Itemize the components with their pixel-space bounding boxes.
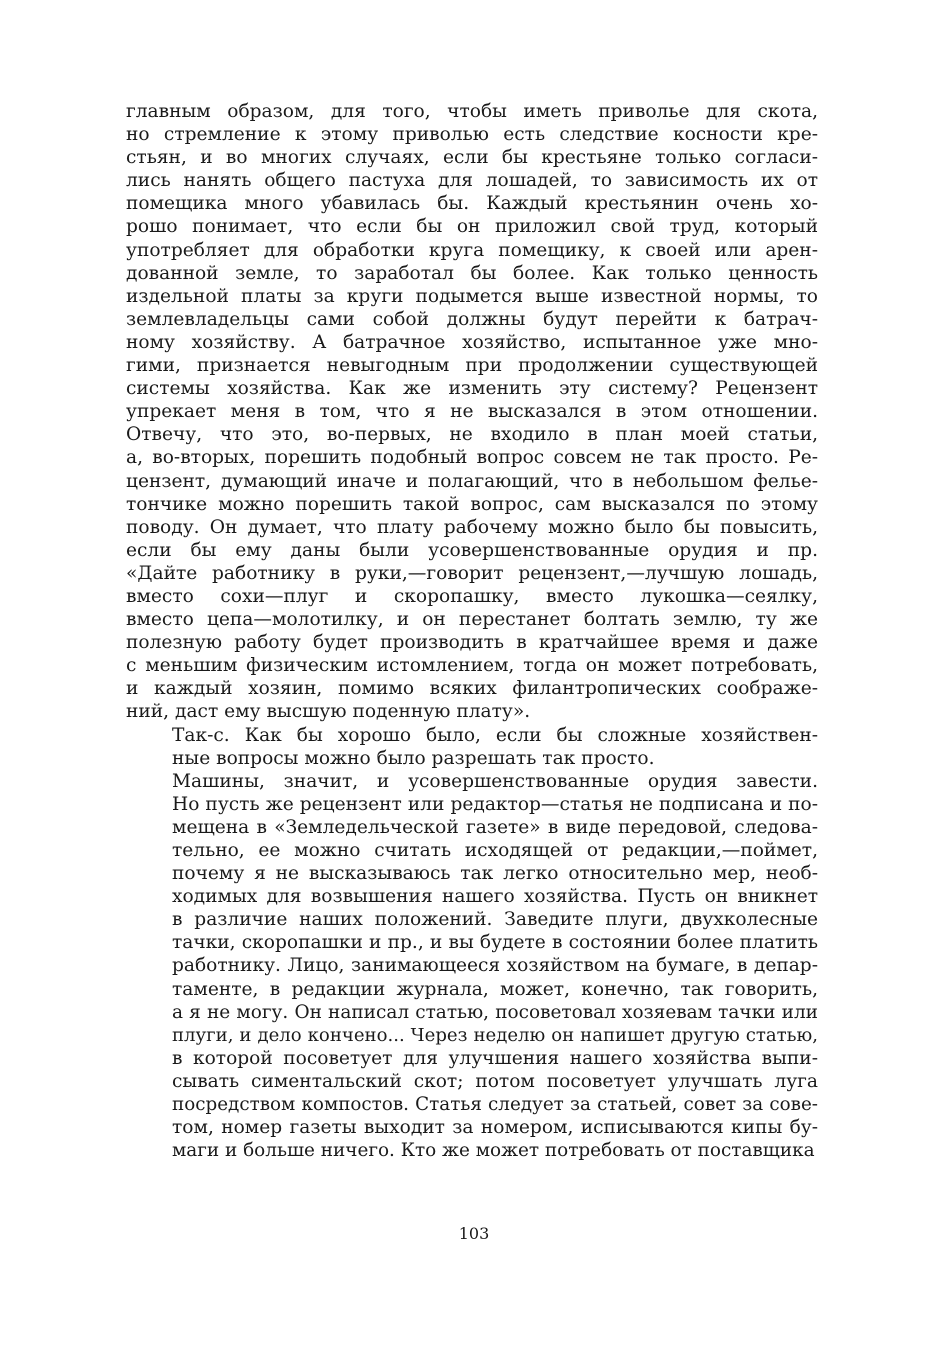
paragraph <box>126 724 818 770</box>
text-line: Но пусть же рецензент или редактор—статья не подписана и по- <box>172 793 818 815</box>
text-line: ходимых для возвышения нашего хозяйства. Пусть он вникнет <box>172 886 818 908</box>
paragraph <box>126 100 818 724</box>
text-line: дованной земле, то заработал бы более. Как только ценность <box>126 262 818 284</box>
text-line: ному хозяйству. А батрачное хозяйство, испытанное уже мно- <box>126 331 818 353</box>
text-line: цензент, думающий иначе и полагающий, что в небольшом фелье- <box>126 470 818 492</box>
text-line: и каждый хозяин, помимо всяких филантропических соображе- <box>126 678 818 700</box>
page-number: 103 <box>458 1224 490 1243</box>
text-line: том, номер газеты выходит за номером, исписываются кипы бу- <box>172 1117 818 1139</box>
text-line: упрекает меня в том, что я не высказался в этом отношении. <box>126 401 818 423</box>
text-line: плуги, и дело кончено... Через неделю он напишет другую статью, <box>172 1024 818 1046</box>
text-line: таменте, в редакции журнала, может, конечно, так говорить, <box>172 978 818 1000</box>
text-line: тончике можно порешить такой вопрос, сам высказался по этому <box>126 493 818 515</box>
text-line: ний, даст ему высшую поденную плату». <box>126 701 531 723</box>
text-line: тельно, ее можно считать исходящей от редакции,—поймет, <box>172 840 818 861</box>
text-line: поводу. Он думает, что плату рабочему можно было бы повысить, <box>126 516 818 538</box>
text-line: издельной платы за круги подымется выше известной нормы, то <box>126 285 818 307</box>
text-line: гими, признается невыгодным при продолжении существующей <box>126 355 818 377</box>
text-line: сывать симентальский скот; потом посоветует улучшать луга <box>172 1070 818 1092</box>
text-line: в различие наших положений. Заведите плуги, двухколесные <box>172 909 818 931</box>
body-text <box>126 100 818 1162</box>
text-line: в которой посоветует для улучшения нашего хозяйства выпи- <box>172 1047 818 1069</box>
text-line: тачки, скоропашки и пр., и вы будете в состоянии более платить <box>172 932 818 954</box>
text-line: системы хозяйства. Как же изменить эту систему? Рецензент <box>126 378 818 400</box>
text-line: а, во-вторых, порешить подобный вопрос совсем не так просто. Ре- <box>126 447 818 469</box>
text-line: землевладельцы сами собой должны будут перейти к батрач- <box>126 308 818 330</box>
text-line: лись нанять общего пастуха для лошадей, то зависимость их от <box>126 170 818 192</box>
text-line: вместо сохи—плуг и скоропашку, вместо лукошка—сеялку, <box>126 585 818 607</box>
text-line: рошо понимает, что если бы он приложил свой труд, который <box>126 216 818 238</box>
text-line: посредством компостов. Статья следует за статьей, совет за сове- <box>172 1094 818 1116</box>
text-line: главным образом, для того, чтобы иметь приволье для скота, <box>126 101 818 122</box>
text-line: почему я не высказываюсь так легко относительно мер, необ- <box>172 863 818 885</box>
text-line: работнику. Лицо, занимающееся хозяйством на бумаге, в депар- <box>172 955 818 977</box>
text-line: ные вопросы можно было разрешать так просто. <box>172 747 655 769</box>
text-line: «Дайте работнику в руки,—говорит рецензент,—лучшую лошадь, <box>126 562 818 584</box>
text-line: стьян, и во многих случаях, если бы крестьяне только согласи- <box>126 147 818 169</box>
text-line: но стремление к этому приволью есть следствие косности кре- <box>126 124 818 146</box>
text-line: маги и больше ничего. Кто же может потребовать от поставщика <box>172 1140 815 1162</box>
text-line: Машины, значит, и усовершенствованные орудия завести. <box>172 770 818 792</box>
text-line: а я не могу. Он написал статью, посоветовал хозяевам тачки или <box>172 1001 818 1023</box>
text-line: полезную работу будет производить в кратчайшее время и даже <box>126 632 818 654</box>
text-line: мещена в «Земледельческой газете» в виде передовой, следова- <box>172 816 818 838</box>
text-line: с меньшим физическим истомлением, тогда он может потребовать, <box>126 655 818 677</box>
text-line: Отвечу, что это, во-первых, не входило в план моей статьи, <box>126 424 818 446</box>
text-line: Так-с. Как бы хорошо было, если бы сложные хозяйствен- <box>172 724 818 746</box>
paragraph <box>126 770 818 1163</box>
text-line: употребляет для обработки круга помещику, к своей или арен- <box>126 239 818 261</box>
text-line: вместо цепа—молотилку, и он перестанет болтать землю, ту же <box>126 609 818 631</box>
text-line: если бы ему даны были усовершенствованные орудия и пр. <box>126 539 818 561</box>
text-line: помещика много убавилась бы. Каждый крестьянин очень хо- <box>126 193 818 215</box>
